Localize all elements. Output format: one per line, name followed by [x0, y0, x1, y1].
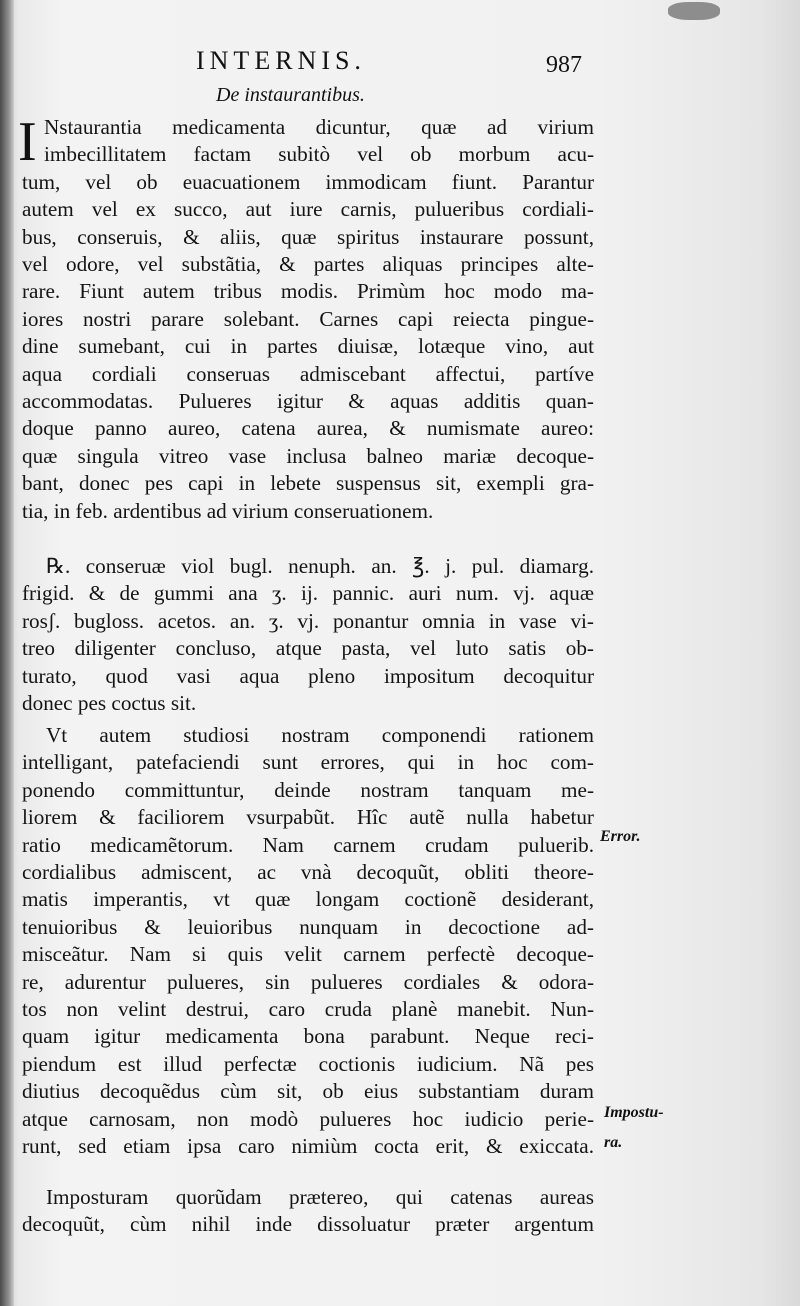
text-line: rosʃ. bugloss. acetos. an. ʒ. vj. ponantur omnia in vase vi-	[22, 608, 594, 633]
text-line: accommodatas. Pulueres igitur & aquas additis quan-	[22, 389, 594, 414]
text-line: re, adurentur pulueres, sin pulueres cordiales & odora-	[22, 969, 594, 994]
text-line: bant, donec pes capi in lebete suspensus sit, exempli gra-	[22, 471, 594, 496]
text-line: frigid. & de gummi ana ʒ. ij. pannic. auri num. vj. aquæ	[22, 581, 594, 606]
text-line: aqua cordiali conseruas admiscebant affectui, partíve	[22, 361, 594, 386]
text-line: Imposturam quorũdam prætereo, qui catenas aureas	[46, 1185, 594, 1209]
text-line: rare. Fiunt autem tribus modis. Primùm hoc modo ma-	[22, 279, 594, 304]
text-line: decoquũt, cùm nihil inde dissoluatur præter argentum	[22, 1212, 594, 1237]
drop-cap: I	[18, 111, 37, 173]
text-line: liorem & faciliorem vsurpabũt. Hîc autẽ nulla habetur	[22, 805, 594, 830]
section-heading: De instaurantibus.	[216, 84, 365, 106]
text-line: quæ singula vitreo vase inclusa balneo mariæ decoque-	[22, 443, 594, 468]
running-head: INTERNIS.	[196, 46, 366, 75]
text-line: misceãtur. Nam si quis velit carnem perfectè decoque-	[22, 942, 594, 967]
text-line: dine sumebant, cui in partes diuisæ, lotæque vino, aut	[22, 334, 594, 359]
text-line: atque carnosam, non modò pulueres hoc iudicio perie-	[22, 1106, 594, 1131]
text-line: ℞. conseruæ viol bugl. nenuph. an. ℥. j. pul. diamarg.	[46, 554, 594, 578]
text-line: tos non velint destrui, caro cruda planè manebit. Nun-	[22, 997, 594, 1022]
corner-stain	[668, 2, 720, 20]
paragraph-3	[22, 722, 594, 1161]
text-line: cordialibus admiscent, ac vnà decoquũt, obliti theore-	[22, 860, 594, 885]
paragraph-4	[22, 1184, 594, 1239]
paragraph-1	[22, 114, 594, 525]
text-line: imbecillitatem factam subitò vel ob morbum acu-	[44, 142, 594, 167]
text-line: runt, sed etiam ipsa caro nimiùm cocta erit, & exiccata.	[22, 1134, 594, 1159]
text-line: matis imperantis, vt quæ longam coctionẽ desiderant,	[22, 887, 594, 912]
text-line: tia, in feb. ardentibus ad virium conseruationem.	[22, 498, 434, 523]
text-line: bus, conseruis, & aliis, quæ spiritus instaurare possunt,	[22, 224, 594, 249]
text-line: Nstaurantia medicamenta dicuntur, quæ ad virium	[44, 115, 594, 139]
margin-note-impostura: Impostu-	[604, 1104, 664, 1121]
text-line: intelligant, patefaciendi sunt errores, qui in hoc com-	[22, 750, 594, 775]
text-line: treo diligenter concluso, atque pasta, vel luto satis ob-	[22, 636, 594, 661]
text-line: diutius decoquẽdus cùm sit, ob eius substantiam duram	[22, 1079, 594, 1104]
text-line: piendum est illud perfectæ coctionis iudicium. Nã pes	[22, 1051, 594, 1076]
margin-note-impostura-cont: ra.	[604, 1134, 623, 1151]
text-line: autem vel ex succo, aut iure carnis, pulueribus cordiali-	[22, 197, 594, 222]
binding-edge	[0, 0, 14, 1306]
text-line: vel odore, vel substãtia, & partes aliquas principes alte-	[22, 252, 594, 277]
text-line: iores nostri parare solebant. Carnes capi reiecta pingue-	[22, 306, 594, 331]
page-number: 987	[546, 52, 582, 78]
text-line: tenuioribus & leuioribus nunquam in decoctione ad-	[22, 914, 594, 939]
text-line: ratio medicamẽtorum. Nam carnem crudam puluerib.	[22, 832, 594, 857]
text-line: donec pes coctus sit.	[22, 691, 197, 716]
text-line: doque panno aureo, catena aurea, & numismate aureo:	[22, 416, 594, 441]
margin-note-error: Error.	[600, 828, 641, 845]
text-line: ponendo committuntur, deinde nostram tanquam me-	[22, 777, 594, 802]
text-line: tum, vel ob euacuationem immodicam fiunt. Parantur	[22, 169, 594, 194]
paragraph-2-recipe	[22, 553, 594, 717]
text-line: quam igitur medicamenta bona parabunt. Neque reci-	[22, 1024, 594, 1049]
text-line: turato, quod vasi aqua pleno impositum decoquitur	[22, 663, 594, 688]
text-line: Vt autem studiosi nostram componendi rationem	[46, 723, 594, 747]
